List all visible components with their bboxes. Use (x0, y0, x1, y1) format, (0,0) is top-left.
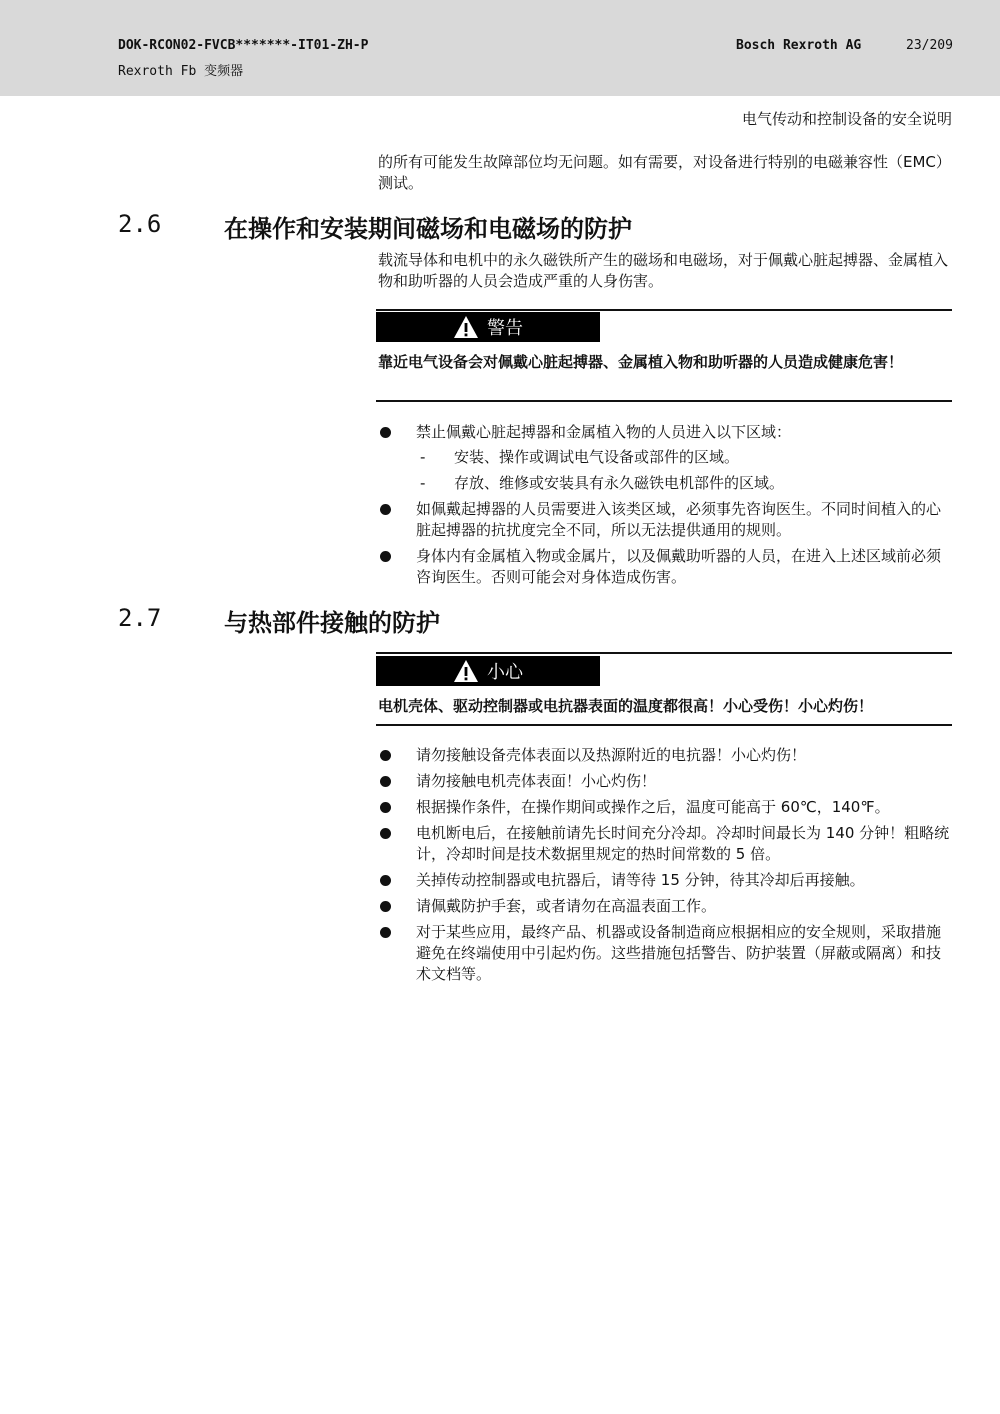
list-item (378, 797, 954, 818)
list-item (378, 546, 954, 588)
bullet-text: 请勿接触设备壳体表面以及热源附近的电抗器！小心灼伤！ (416, 746, 807, 764)
bullet-text: 如佩戴起搏器的人员需要进入该类区域，必须事先咨询医生。不同时间植入的心脏起搏器的抗扰度完全不同，所以无法提供通用的规则。 (416, 500, 942, 539)
dash-marker: - (420, 448, 426, 466)
section-2-6-body: 载流导体和电机中的永久磁铁所产生的磁场和电磁场，对于佩戴心脏起搏器、金属植入物和助听器的人员会造成严重的人身伤害。 (378, 251, 949, 290)
sub-list (416, 447, 954, 494)
section-2-7-bullets (378, 745, 954, 990)
list-item (378, 422, 954, 494)
dash-marker: - (420, 474, 426, 492)
warning-badge (376, 312, 600, 342)
bullet-dot-icon (380, 776, 391, 787)
company-name: Bosch Rexroth AG (736, 38, 862, 53)
caution-text: 电机壳体、驱动控制器或电抗器表面的温度都很高！小心受伤！小心灼伤！ (378, 697, 874, 715)
warning-label: 警告 (487, 318, 523, 339)
section-title-2-7: 与热部件接触的防护 (224, 609, 440, 637)
sub-list-item (416, 447, 954, 468)
section-number-2-7: 2.7 (118, 604, 162, 632)
list-item (378, 499, 954, 541)
bullet-dot-icon (380, 927, 391, 938)
list-item (378, 745, 954, 766)
sub-bullet-text: 安装、操作或调试电气设备或部件的区域。 (454, 448, 740, 466)
warning-text: 靠近电气设备会对佩戴心脏起搏器、金属植入物和助听器的人员造成健康危害！ (378, 353, 904, 371)
bullet-text: 身体内有金属植入物或金属片，以及佩戴助听器的人员，在进入上述区域前必须咨询医生。否则可能会对身体造成伤害。 (416, 547, 942, 586)
bullet-dot-icon (380, 551, 391, 562)
doc-code: DOK-RCON02-FVCB*******-IT01-ZH-P (118, 38, 369, 53)
bullet-dot-icon (380, 802, 391, 813)
intro-paragraph: 的所有可能发生故障部位均无问题。如有需要，对设备进行特别的电磁兼容性（EMC）测试。 (378, 153, 951, 192)
sub-bullet-text: 存放、维修或安装具有永久磁铁电机部件的区域。 (454, 474, 785, 492)
bullet-dot-icon (380, 427, 391, 438)
list-item (378, 922, 954, 985)
warning-bottom-rule (376, 400, 952, 402)
chapter-title: 电气传动和控制设备的安全说明 (741, 110, 952, 128)
sub-list-item (416, 473, 954, 494)
caution-badge (376, 656, 600, 686)
page-number: 23/209 (906, 38, 953, 53)
caution-label: 小心 (487, 662, 523, 683)
list-item (378, 771, 954, 792)
bullet-text: 关掉传动控制器或电抗器后，请等待 15 分钟，待其冷却后再接触。 (416, 871, 865, 889)
bullet-dot-icon (380, 828, 391, 839)
warning-top-rule (376, 309, 952, 311)
bullet-text: 对于某些应用，最终产品、机器或设备制造商应根据相应的安全规则，采取措施避免在终端使用中引起灼伤。这些措施包括警告、防护装置（屏蔽或隔离）和技术文档等。 (416, 923, 942, 983)
warning-triangle-icon (453, 659, 479, 683)
bullet-dot-icon (380, 750, 391, 761)
bullet-dot-icon (380, 901, 391, 912)
bullet-text: 根据操作条件，在操作期间或操作之后，温度可能高于 60℃，140℉。 (416, 798, 890, 816)
bullet-dot-icon (380, 504, 391, 515)
caution-top-rule (376, 652, 952, 654)
section-number-2-6: 2.6 (118, 210, 162, 238)
section-2-6-bullets (378, 422, 954, 593)
section-title-2-6: 在操作和安装期间磁场和电磁场的防护 (224, 215, 632, 243)
list-item (378, 896, 954, 917)
list-item (378, 870, 954, 891)
bullet-text: 请勿接触电机壳体表面！小心灼伤！ (416, 772, 657, 790)
bullet-text: 电机断电后，在接触前请先长时间充分冷却。冷却时间最长为 140 分钟！粗略统计，冷却时间是技术数据里规定的热时间常数的 5 倍。 (416, 824, 950, 863)
bullet-text: 请佩戴防护手套，或者请勿在高温表面工作。 (416, 897, 717, 915)
list-item (378, 823, 954, 865)
bullet-text: 禁止佩戴心脏起搏器和金属植入物的人员进入以下区域： (416, 423, 792, 441)
warning-triangle-icon (453, 315, 479, 339)
bullet-dot-icon (380, 875, 391, 886)
doc-subtitle: Rexroth Fb 变频器 (118, 64, 244, 79)
caution-bottom-rule (376, 724, 952, 726)
